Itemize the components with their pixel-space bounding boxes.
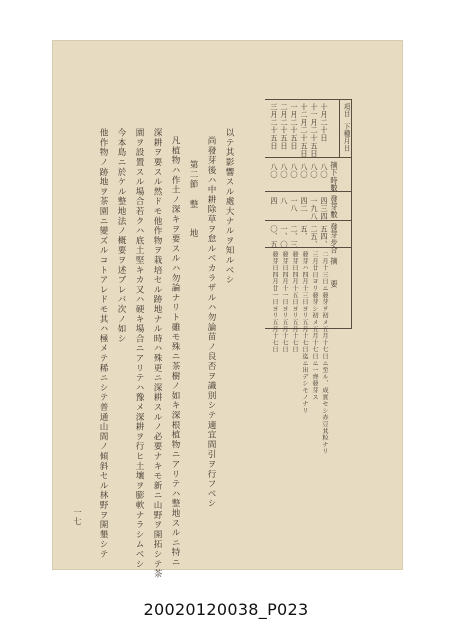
row2-rate: 二五、 (310, 225, 319, 249)
header-rate: 發芽步合 (330, 223, 339, 255)
table-corner-label: 項目 (342, 103, 350, 118)
row3-note: 發芽ハ四月十三日ヨリ五月十七日迄ニ出デシモノナリ (301, 251, 308, 415)
table-header-divider (339, 99, 340, 157)
header-sowing-date: 下種月日 (342, 123, 350, 152)
row4-date: 一月二十五日 (290, 103, 299, 150)
row4-count: 八〇 (290, 163, 299, 179)
row6-date: 三月二十五日 (270, 103, 279, 150)
row5-rate: 一、〇 (280, 225, 289, 249)
row5-date: 二月二十五日 (280, 103, 289, 150)
section-heading: 第二節 整 地 (188, 160, 198, 239)
text-line-2: 尚發芽後ハ中耕除草ヲ怠ルベカラザルハ勿論苗ノ良否ヲ識別シテ適宜間引ヲ行フベシ (206, 136, 216, 509)
row3-rate: 五、 (300, 225, 309, 241)
text-line-3: 凡植物ハ作土ノ深キヲ要スルハ勿論ナリト雖モ殊ニ茶樹ノ如キ深根植物ニアリテハ整地スルニ特ニ (170, 136, 180, 568)
row1-germ: 四三四 (320, 197, 329, 221)
row2-count: 八〇 (310, 163, 319, 179)
row6-rate: 〇、五 (270, 225, 279, 249)
header-germinated: 發芽數 (330, 195, 339, 219)
row1-count: 八〇 (320, 163, 329, 179)
row5-note: 發芽日四月十一日ヨリ五月十七日 (281, 251, 288, 353)
table-bottom-rule (265, 328, 352, 329)
germination-table (265, 99, 352, 455)
row4-note: 發芽日四月十五日ヨリ五月十七日 (291, 251, 298, 353)
text-line-6: 今本島ニ於ケル整地法ノ概要ヲ述ブレバ次ノ如シ (116, 128, 126, 344)
row2-germ: 一九八 (310, 197, 319, 221)
text-line-7: 他作物ノ跡地ヲ茶園ニ變ズルコトアレドモ其ハ極メテ稀ニシテ普通山間ノ傾斜セル林野ヲ開墾シテ (98, 128, 108, 560)
header-sown-count: 摘下時數 (330, 161, 339, 193)
row3-count: 八〇 (300, 163, 309, 179)
header-remarks: 摘 要 (330, 257, 339, 289)
image-caption: 20020120038_P023 (143, 600, 309, 619)
text-line-5: 園ヲ設置スル場合若クハ底土堅キカ又ハ硬キ場合ニアリテハ豫メ深耕ヲ行ヒ土壤ヲ膨軟ナラシムベシ (134, 128, 144, 569)
row6-count: 八〇 (270, 163, 279, 179)
row3-germ: 四二 (300, 197, 309, 213)
row5-count: 八〇 (280, 163, 289, 179)
text-line-1: 以テ其影響スル處大ナルヲ知ルベシ (224, 128, 234, 285)
row6-note: 發芽日四月廿一日ヨリ五月十七日 (271, 251, 278, 353)
row1-rate: 五四、 (320, 225, 329, 249)
row4-germ: 一八 (290, 197, 299, 213)
table-right-rule (351, 99, 352, 329)
row4-rate: 二、三 (290, 225, 299, 249)
row2-date: 十一月二十五日 (310, 103, 319, 158)
row3-date: 十二月二十五日 (300, 103, 309, 158)
row1-note: 二月十三日ニ發芽ヲ初メ五月十七日ニ至ル、成實セシ赤豆其粒ナリ (321, 251, 328, 455)
text-line-4: 深耕ヲ要スル然ドモ他作物ヲ栽培セル跡地ナル時ハ殊更ニ深耕スルノ必要ナキモ新ニ山野ヲ開拓シテ茶 (152, 128, 162, 579)
row6-germ: 四 (270, 197, 279, 205)
page-number: 一七 (73, 508, 82, 527)
row5-germ: 八 (280, 197, 289, 205)
row2-note: 三月廿日ヨリ發芽シ初メ五月十七日ニ一齊發芽ス (311, 251, 318, 401)
row1-date: 十月二十日 (320, 103, 329, 142)
